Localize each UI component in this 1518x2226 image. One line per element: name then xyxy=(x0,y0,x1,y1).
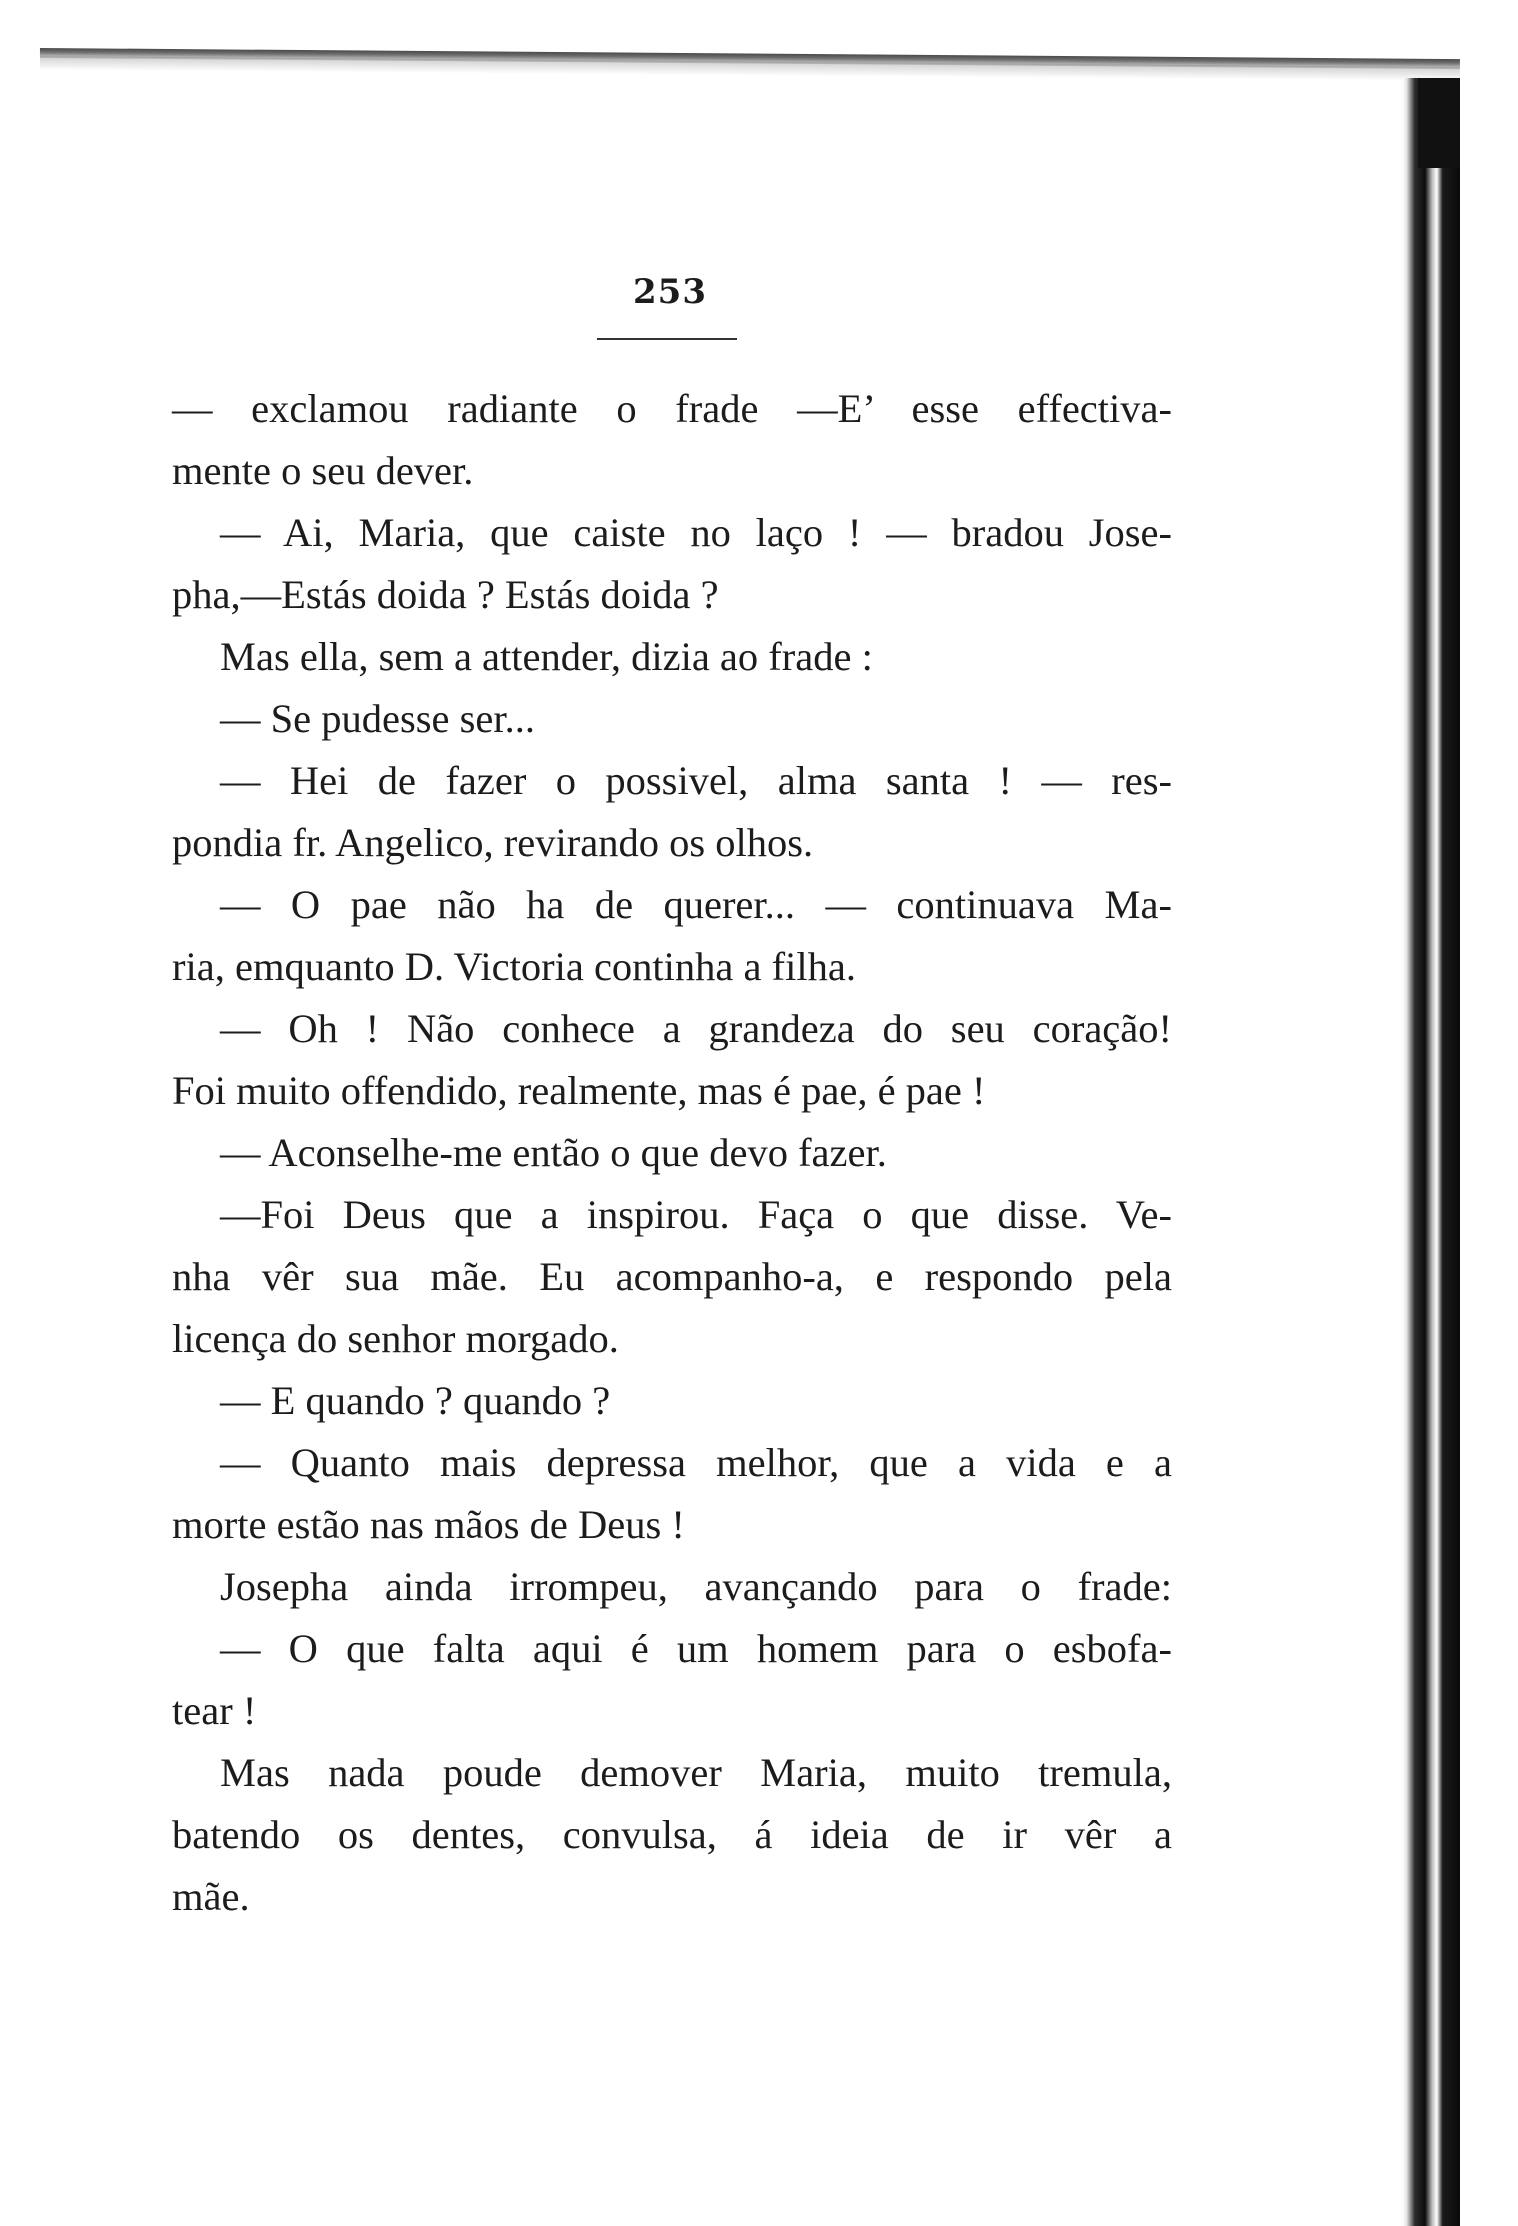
text-line: — Aconselhe-me então o que devo fazer. xyxy=(220,1130,887,1175)
text-line: — exclamou radiante o frade —E’ esse effectiva- xyxy=(172,386,1172,431)
text-line: mente o seu dever. xyxy=(172,448,474,493)
text-line: —Foi Deus que a inspirou. Faça o que disse. Ve- xyxy=(220,1192,1172,1237)
text-line: — Quanto mais depressa melhor, que a vida e a xyxy=(220,1440,1172,1485)
text-line: — O que falta aqui é um homem para o esbofa- xyxy=(220,1626,1172,1671)
text-line: pondia fr. Angelico, revirando os olhos. xyxy=(172,820,814,865)
book-spine-shadow xyxy=(1402,78,1460,2226)
text-line: licença do senhor morgado. xyxy=(172,1316,619,1361)
text-line: Mas nada poude demover Maria, muito tremula, xyxy=(220,1750,1172,1795)
text-line: batendo os dentes, convulsa, á ideia de ir vêr a xyxy=(172,1812,1172,1857)
text-line: nha vêr sua mãe. Eu acompanho-a, e respondo pela xyxy=(172,1254,1172,1299)
text-line: — E quando ? quando ? xyxy=(220,1378,611,1423)
text-line: — Oh ! Não conhece a grandeza do seu coração! xyxy=(220,1006,1172,1051)
text-line: mãe. xyxy=(172,1874,250,1919)
text-line: — O pae não ha de querer... — continuava Ma- xyxy=(220,882,1172,927)
text-line: Mas ella, sem a attender, dizia ao frade : xyxy=(220,634,873,679)
text-line: pha,—Estás doida ? Estás doida ? xyxy=(172,572,719,617)
book-spine-shadow-cap xyxy=(1418,78,1460,168)
header-rule xyxy=(597,338,737,340)
text-line: Foi muito offendido, realmente, mas é pae, é pae ! xyxy=(172,1068,986,1113)
text-line: ria, emquanto D. Victoria continha a filha. xyxy=(172,944,856,989)
text-line: — Hei de fazer o possivel, alma santa ! — res- xyxy=(220,758,1172,803)
text-line: — Ai, Maria, que caiste no laço ! — bradou Jose- xyxy=(220,510,1172,555)
text-line: tear ! xyxy=(172,1688,257,1733)
text-line: morte estão nas mãos de Deus ! xyxy=(172,1502,685,1547)
body-text xyxy=(172,378,1172,1928)
text-line: Josepha ainda irrompeu, avançando para o frade: xyxy=(220,1564,1172,1609)
page-number: 253 xyxy=(633,272,707,312)
text-line: — Se pudesse ser... xyxy=(220,696,535,741)
